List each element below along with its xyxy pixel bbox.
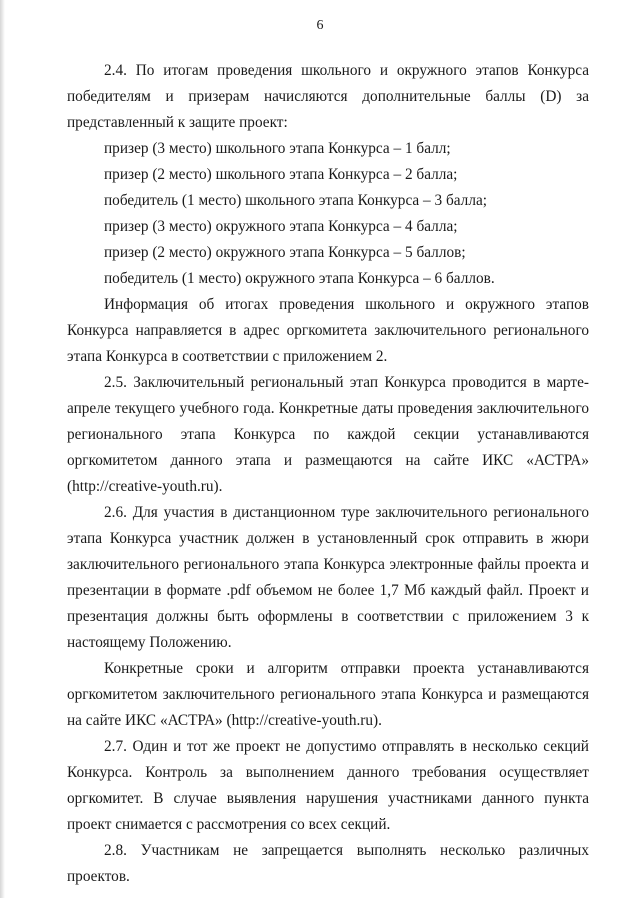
- list-item: победитель (1 место) школьного этапа Конкурса – 3 балла;: [104, 192, 487, 209]
- page-number: 6: [316, 18, 324, 33]
- scan-edge-shadow: [0, 0, 5, 898]
- list-item: призер (3 место) школьного этапа Конкурса – 1 балл;: [104, 140, 451, 157]
- list-item: призер (2 место) школьного этапа Конкурса – 2 балла;: [104, 166, 458, 183]
- list-item: призер (3 место) окружного этапа Конкурса – 4 балла;: [104, 218, 458, 235]
- document-body: [67, 58, 589, 890]
- paragraph-2-4-intro: 2.4. По итогам проведения школьного и окружного этапов Конкурса победителям и призерам начисляются дополнительные баллы (D) за представленный к защите проект:: [67, 62, 589, 131]
- paragraph-2-5: 2.5. Заключительный региональный этап Конкурса проводится в марте-апреле текущего учебного года. Конкретные даты проведения заключительного регионального этапа Конкурса по каждой секции устанавливаются оргкомитетом данного этапа и размещаются на сайте ИКС «АСТРА» (http://creative-youth.ru).: [67, 374, 589, 495]
- list-item: призер (2 место) окружного этапа Конкурса – 5 баллов;: [104, 244, 466, 261]
- paragraph-2-6: 2.6. Для участия в дистанционном туре заключительного регионального этапа Конкурса участник должен в установленный срок отправить в жюри заключительного регионального этапа Конкурса электронные файлы проекта и презентации в формате .pdf объемом не более 1,7 Мб каждый файл. Проект и презентация должны быть оформлены в соответствии с приложением 3 к настоящему Положению.: [67, 504, 589, 651]
- paragraph-2-8: 2.8. Участникам не запрещается выполнять несколько различных проектов.: [67, 842, 589, 885]
- paragraph-2-7: 2.7. Один и тот же проект не допустимо отправлять в несколько секций Конкурса. Контроль за выполнением данного требования осуществляет оргкомитет. В случае выявления нарушения участниками данного пункта проект снимается с рассмотрения со всех секций.: [67, 738, 589, 833]
- bonus-points-list: [67, 136, 589, 292]
- paragraph-2-6-note: Конкретные сроки и алгоритм отправки проекта устанавливаются оргкомитетом заключительного регионального этапа Конкурса и размещаются на сайте ИКС «АСТРА» (http://creative-youth.ru).: [67, 660, 589, 729]
- paragraph-2-4-info: Информация об итогах проведения школьного и окружного этапов Конкурса направляется в адрес оргкомитета заключительного регионального этапа Конкурса в соответствии с приложением 2.: [67, 296, 589, 365]
- list-item: победитель (1 место) окружного этапа Конкурса – 6 баллов.: [104, 270, 495, 287]
